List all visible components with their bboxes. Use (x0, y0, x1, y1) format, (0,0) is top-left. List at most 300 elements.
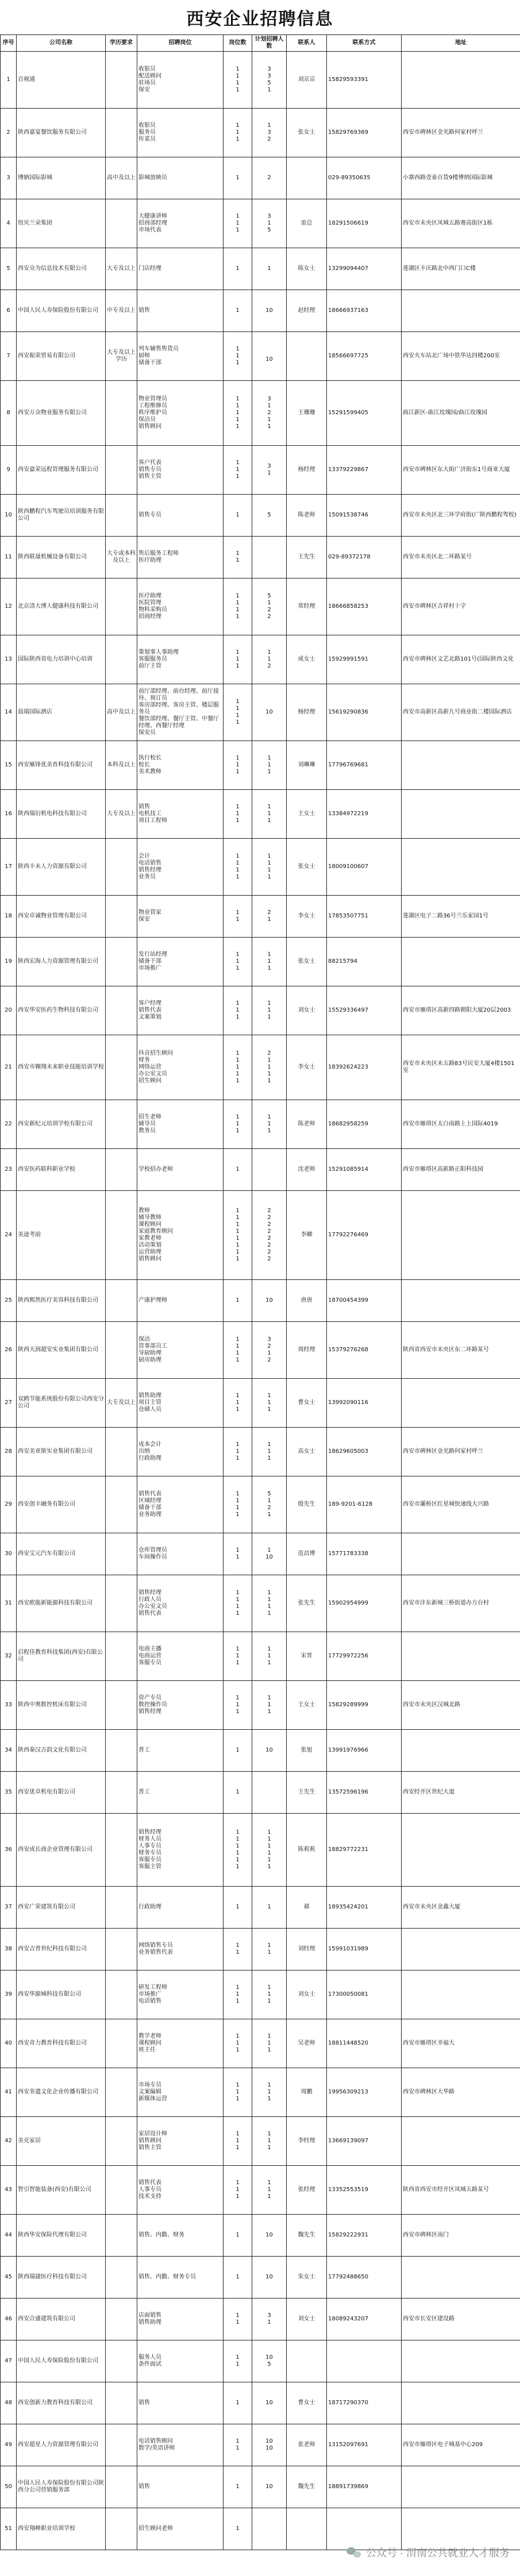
address: 西安市雁塔区高新四路朝阳大厦20层2003 (402, 986, 520, 1035)
positions: 销售专员 (137, 495, 224, 537)
contact-phone: 029-89372178 (327, 537, 402, 579)
education (106, 839, 137, 896)
row-number: 14 (1, 684, 17, 741)
contact-phone: 18891739869 (327, 2466, 402, 2508)
contact-person: 陈老师 (287, 495, 327, 537)
row-number: 15 (1, 741, 17, 790)
row-number: 9 (1, 446, 17, 495)
contact-person: 张女士 (287, 109, 327, 157)
contact-person: 张经理 (287, 2166, 327, 2215)
table-row (1, 1632, 520, 1681)
company-name: 陕西天润超安实业集团有限公司 (17, 1322, 106, 1379)
address: 西安市碑林区吉祥村十字 (402, 579, 520, 635)
address: 西安市碑林区南门 (402, 2215, 520, 2257)
row-number: 6 (1, 290, 17, 332)
education: 中专及以上 (106, 290, 137, 332)
position-count: 1 (224, 157, 252, 199)
contact-person: 王珊珊 (287, 381, 327, 446)
contact-phone: 13299094407 (327, 248, 402, 290)
planned-hires: 1 1 1 1 (252, 1575, 287, 1632)
education: 大专及以上 (106, 790, 137, 839)
company-name: 西安创丰融务有限公司 (17, 1476, 106, 1533)
position-count: 1 1 1 (224, 1428, 252, 1476)
table-header (1, 35, 520, 52)
row-number: 33 (1, 1681, 17, 1730)
positions: 市场专员 文案编辑 新媒体运营 (137, 2068, 224, 2117)
education (106, 896, 137, 938)
table-row (1, 2068, 520, 2117)
table-row (1, 2340, 520, 2382)
address: 西安市碑林区金光路何家村呼兰 (402, 1428, 520, 1476)
col-header-count: 岗位数 (224, 35, 252, 52)
education (106, 1533, 137, 1575)
contact-phone: 18717290370 (327, 2382, 402, 2424)
col-header-position: 招聘岗位 (137, 35, 224, 52)
table-row (1, 790, 520, 839)
table-row (1, 1929, 520, 1970)
address: 小寨西路壹泰百货9楼博纳国际影城 (402, 157, 520, 199)
contact-person: 王先生 (287, 537, 327, 579)
position-count: 1 1 1 (224, 741, 252, 790)
contact-phone: 17792488650 (327, 2257, 402, 2299)
positions: 电话销售顾问 数学/英语讲师 (137, 2424, 224, 2466)
contact-person: 刘琳琳 (287, 741, 327, 790)
planned-hires: 3 1 (252, 2299, 287, 2340)
address: 莲湖区电子二路36号兰乐家园1号 (402, 896, 520, 938)
position-count: 1 (224, 1149, 252, 1191)
education (106, 1035, 137, 1100)
contact-phone: 029-89350635 (327, 157, 402, 199)
table-row (1, 381, 520, 446)
contact-person (287, 2340, 327, 2382)
contact-phone: 88215794 (327, 938, 402, 986)
position-count: 1 (224, 248, 252, 290)
contact-phone: 15829769369 (327, 109, 402, 157)
page-title: 西安企业招聘信息 (186, 9, 334, 29)
contact-phone: 17796769681 (327, 741, 402, 790)
positions: 大健康讲师 招商部经理 市场代表 (137, 199, 224, 248)
address: 西安市碑林区金光路何家村呼兰 (402, 109, 520, 157)
education (106, 1887, 137, 1929)
contact-phone: 15291085914 (327, 1149, 402, 1191)
planned-hires: 1 1 1 (252, 2068, 287, 2117)
company-name: 陕西联晟机械设备有限公司 (17, 537, 106, 579)
address (402, 839, 520, 896)
contact-phone: 18392624223 (327, 1035, 402, 1100)
address (402, 1533, 520, 1575)
company-name: 西安超星人力资源管理有限公司 (17, 2424, 106, 2466)
planned-hires: 10 (252, 290, 287, 332)
position-count: 1 1 1 1 1 (224, 1035, 252, 1100)
position-count: 1 1 1 (224, 446, 252, 495)
contact-person: 陈女士 (287, 248, 327, 290)
col-header-address: 地址 (402, 35, 520, 52)
contact-phone: 15829289999 (327, 1681, 402, 1730)
company-name: 纽贝兰朵集团 (17, 199, 106, 248)
education (106, 2166, 137, 2215)
education: 本科及以上 (106, 741, 137, 790)
education (106, 2257, 137, 2299)
row-number: 39 (1, 1970, 17, 2019)
planned-hires: 1 1 1 (252, 2166, 287, 2215)
education (106, 1149, 137, 1191)
planned-hires: 5 1 2 1 (252, 1476, 287, 1533)
planned-hires: 2 (252, 157, 287, 199)
row-number: 51 (1, 2508, 17, 2550)
positions: 电商主播 电商运营 客服专员 (137, 1632, 224, 1681)
positions: 招生顾问老师 (137, 2508, 224, 2550)
company-name: 西安成长商企业管理有限公司 (17, 1814, 106, 1887)
company-name: 百视通 (17, 52, 106, 109)
position-count: 1 (224, 2466, 252, 2508)
company-name: 西安卓诚物业管理有限公司 (17, 896, 106, 938)
company-name: 西安非遗文化企业传播有限公司 (17, 2068, 106, 2117)
row-number: 37 (1, 1887, 17, 1929)
planned-hires: 1 (252, 248, 287, 290)
positions: 教学老师 课程顾问 班主任 (137, 2019, 224, 2068)
row-number: 7 (1, 332, 17, 381)
address (402, 741, 520, 790)
row-number: 41 (1, 2068, 17, 2117)
table-row (1, 839, 520, 896)
contact-phone: 17729972256 (327, 1632, 402, 1681)
row-number: 31 (1, 1575, 17, 1632)
position-count: 1 (224, 1772, 252, 1814)
education (106, 109, 137, 157)
contact-phone: 13152097691 (327, 2424, 402, 2466)
address (402, 1730, 520, 1772)
education (106, 495, 137, 537)
education (106, 635, 137, 684)
table-row (1, 2166, 520, 2215)
company-name: 中国人民人寿保险股份有限公司 (17, 2340, 106, 2382)
address (402, 2257, 520, 2299)
planned-hires: 1 1 1 (252, 1379, 287, 1428)
table-row (1, 1428, 520, 1476)
education (106, 1772, 137, 1814)
company-name: 陕西瑞捷医疗科技有限公司 (17, 2257, 106, 2299)
education (106, 1814, 137, 1887)
education (106, 1681, 137, 1730)
positions: 销售、内勤、财务专员 (137, 2257, 224, 2299)
table-row (1, 1379, 520, 1428)
company-name: 陕西宏海人力资源管理有限公司 (17, 938, 106, 986)
contact-person: 张先生 (287, 1575, 327, 1632)
company-name: 西安万众物业服务有限公司 (17, 381, 106, 446)
table-row (1, 2019, 520, 2068)
address (402, 2340, 520, 2382)
table-row (1, 1035, 520, 1100)
company-name: 西安合盛建筑有限公司 (17, 2299, 106, 2340)
address: 西安市未央区未五路83号民安大厦4楼1501室 (402, 1035, 520, 1100)
planned-hires: 1 1 1 (252, 1970, 287, 2019)
contact-person: 成女士 (287, 635, 327, 684)
position-count: 1 1 1 (224, 635, 252, 684)
company-name: 博納国际影城 (17, 157, 106, 199)
positions: 家居设计师 销售顾问 销售主管 (137, 2117, 224, 2166)
contact-person: 赵经理 (287, 290, 327, 332)
contact-phone: 13992090116 (327, 1379, 402, 1428)
positions: 销售 (137, 290, 224, 332)
address (402, 2117, 520, 2166)
company-name: 双鸥节能系统股份有限公司西安分公司 (17, 1379, 106, 1428)
row-number: 8 (1, 381, 17, 446)
address (402, 290, 520, 332)
contact-phone: 15991031989 (327, 1929, 402, 1970)
planned-hires: 1 1 1 (252, 790, 287, 839)
positions: 销售助理 项目主管 仓储人员 (137, 1379, 224, 1428)
company-name: 中国人民人寿保险股份有限公司陕西分公司营销服务部 (17, 2466, 106, 2508)
address (402, 1379, 520, 1428)
company-name: 陕西熙然医疗美容科技有限公司 (17, 1280, 106, 1322)
row-number: 19 (1, 938, 17, 986)
education (106, 2068, 137, 2117)
company-name: 西安新纪元培训学校有限公司 (17, 1100, 106, 1149)
address (402, 1632, 520, 1681)
contact-phone: 13352553519 (327, 2166, 402, 2215)
address (402, 52, 520, 109)
positions: 仓库管理员 车间操作员 (137, 1533, 224, 1575)
contact-person: 张女士 (287, 839, 327, 896)
planned-hires: 10 (252, 332, 287, 381)
contact-phone: 13572596196 (327, 1772, 402, 1814)
contact-person: 刘经理 (287, 1929, 327, 1970)
table-row (1, 1191, 520, 1280)
planned-hires: 1 (252, 1887, 287, 1929)
planned-hires: 2 2 2 2 2 2 2 2 (252, 1191, 287, 1280)
company-name: 西安雁锋优美育科技有限公司 (17, 741, 106, 790)
position-count: 1 1 (224, 896, 252, 938)
company-name: 西安美亚斯实业集团有限公司 (17, 1428, 106, 1476)
company-name: 中国人民人寿保险股份有限公司 (17, 290, 106, 332)
position-count: 1 1 1 (224, 1681, 252, 1730)
company-name: 西安医药联科职业学校 (17, 1149, 106, 1191)
education (106, 2382, 137, 2424)
table-row (1, 635, 520, 684)
address (402, 938, 520, 986)
company-name: 晨瑞国际酒店 (17, 684, 106, 741)
contact-phone: 13991976966 (327, 1730, 402, 1772)
contact-person: 刘女士 (287, 1970, 327, 2019)
table-body (1, 52, 520, 2550)
positions: 发行站经理 储备干部 市场推广 (137, 938, 224, 986)
row-number: 24 (1, 1191, 17, 1280)
table-row (1, 684, 520, 741)
positions: 店面销售 销售助理 (137, 2299, 224, 2340)
position-count: 1 1 1 (224, 790, 252, 839)
table-row (1, 938, 520, 986)
contact-phone: 15291599405 (327, 381, 402, 446)
position-count: 1 1 1 (224, 2117, 252, 2166)
row-number: 18 (1, 896, 17, 938)
row-number: 48 (1, 2382, 17, 2424)
education: 大专及以上 (106, 248, 137, 290)
contact-person: 刘女士 (287, 2299, 327, 2340)
education: 高中及以上 (106, 684, 137, 741)
education (106, 2508, 137, 2550)
education (106, 1575, 137, 1632)
watermark (346, 2545, 510, 2560)
position-count: 1 1 1 1 1 1 (224, 1814, 252, 1887)
table-row (1, 1322, 520, 1379)
contact-person: 王先生 (287, 1772, 327, 1814)
row-number: 16 (1, 790, 17, 839)
contact-phone (327, 2508, 402, 2550)
row-number: 21 (1, 1035, 17, 1100)
row-number: 40 (1, 2019, 17, 2068)
row-number: 47 (1, 2340, 17, 2382)
contact-phone: 17853507751 (327, 896, 402, 938)
col-header-no: 序号 (1, 35, 17, 52)
table-row (1, 446, 520, 495)
contact-phone: 15929991591 (327, 635, 402, 684)
company-name: 西安吉普世纪科技有限公司 (17, 1929, 106, 1970)
position-count: 1 1 1 (224, 2068, 252, 2117)
row-number: 36 (1, 1814, 17, 1887)
company-name: 国际陕西省电力培训中心培训 (17, 635, 106, 684)
planned-hires: 1 1 1 (252, 1632, 287, 1681)
contact-person: 王女士 (287, 1681, 327, 1730)
address: 西安市雁塔区电子城基中心209 (402, 2424, 520, 2466)
contact-person: 杨经理 (287, 684, 327, 741)
address: 西安市未央区北二环路某号 (402, 537, 520, 579)
positions: 行政助理 (137, 1887, 224, 1929)
positions: 售后服务工程师 医疗助理 (137, 537, 224, 579)
positions: 销售代表 人事专员 技术支持 (137, 2166, 224, 2215)
contact-person: 周经理 (287, 1322, 327, 1379)
education (106, 1476, 137, 1533)
address: 西安火车站北广场中铁华达四楼200室 (402, 332, 520, 381)
education (106, 2424, 137, 2466)
company-name: 陕西瑞衍机电科技有限公司 (17, 790, 106, 839)
positions: 物业管家 保安 (137, 896, 224, 938)
education (106, 52, 137, 109)
contact-phone: 13379229867 (327, 446, 402, 495)
wechat-icon (346, 2547, 361, 2558)
contact-phone: 13669139097 (327, 2117, 402, 2166)
table-row (1, 1814, 520, 1887)
position-count: 1 (224, 1887, 252, 1929)
address: 西安市碑林区东大街广济街东1号商亚大厦 (402, 446, 520, 495)
company-name: 西安广荣建筑有限公司 (17, 1887, 106, 1929)
company-name: 陕西鹏程汽车驾驶员培训服务有限公司 (17, 495, 106, 537)
planned-hires: 2 1 1 1 1 (252, 1035, 287, 1100)
row-number: 13 (1, 635, 17, 684)
table-row (1, 52, 520, 109)
education (106, 1632, 137, 1681)
planned-hires: 1 1 1 (252, 2019, 287, 2068)
row-number: 22 (1, 1100, 17, 1149)
contact-phone: 18811448520 (327, 2019, 402, 2068)
contact-phone: 15529336497 (327, 986, 402, 1035)
address: 西安市长安区建设路 (402, 2299, 520, 2340)
contact-person: 王女士 (287, 790, 327, 839)
contact-person: 范昌博 (287, 1533, 327, 1575)
table-row (1, 579, 520, 635)
education (106, 2019, 137, 2068)
planned-hires: 1 1 1 (252, 1100, 287, 1149)
contact-person (287, 332, 327, 381)
position-count: 1 1 1 1 (224, 1322, 252, 1379)
company-name: 陕西华安保险代理有限公司 (17, 2215, 106, 2257)
row-number: 44 (1, 2215, 17, 2257)
positions: 会计 电话销售 销售经理 业务员 (137, 839, 224, 896)
contact-person: 朱女士 (287, 2257, 327, 2299)
contact-person: 唐唐 (287, 1280, 327, 1322)
positions: 普工 (137, 1730, 224, 1772)
positions: 教师 辅导教师 课程顾问 家庭教育顾问 家教老师 活动策划 运营助理 销售顾问 (137, 1191, 224, 1280)
col-header-plan: 计划招聘人数 (252, 35, 287, 52)
education (106, 1970, 137, 2019)
row-number: 46 (1, 2299, 17, 2340)
planned-hires: 5 1 2 2 (252, 579, 287, 635)
education (106, 938, 137, 986)
education (106, 1100, 137, 1149)
row-number: 50 (1, 2466, 17, 2508)
table-row (1, 741, 520, 790)
address: 西安市碑林区大华路 (402, 2068, 520, 2117)
planned-hires (252, 1772, 287, 1814)
education (106, 2117, 137, 2166)
positions: 收银员 服务员 传菜员 (137, 109, 224, 157)
row-number: 4 (1, 199, 17, 248)
contact-person: 高女士 (287, 1428, 327, 1476)
position-count: 1 (224, 2382, 252, 2424)
planned-hires: 3 2 1 2 (252, 1322, 287, 1379)
positions: 门店经理 (137, 248, 224, 290)
position-count: 1 (224, 1280, 252, 1322)
positions: 执行校长 校长 美术教师 (137, 741, 224, 790)
table-row (1, 1970, 520, 2019)
planned-hires: 10 (252, 2215, 287, 2257)
contact-person: 李女士 (287, 896, 327, 938)
planned-hires: 3 3 5 1 (252, 52, 287, 109)
planned-hires: 10 (252, 2466, 287, 2508)
position-count: 1 1 1 (224, 109, 252, 157)
company-name: 西安奇力教育科技有限公司 (17, 2019, 106, 2068)
positions: 影城放映员 (137, 157, 224, 199)
education (106, 2466, 137, 2508)
positions: 销售 (137, 2382, 224, 2424)
company-name: 西安华源城科技有限公司 (17, 1970, 106, 2019)
address (402, 1191, 520, 1280)
contact-person: 殷先生 (287, 1476, 327, 1533)
positions: 资产专员 数控操作员 销售经理 (137, 1681, 224, 1730)
planned-hires: 1 1 1 (252, 1681, 287, 1730)
position-count: 1 1 1 1 (224, 52, 252, 109)
positions: 客户代表 销售专员 销售主管 (137, 446, 224, 495)
positions: 物业管理员 工程维修员 秩序维护员 保洁员 销售顾问 (137, 381, 224, 446)
planned-hires: 3 1 (252, 446, 287, 495)
positions: 销售、内勤、财务 (137, 2215, 224, 2257)
positions: 保洁 管事部员工 导厨助理 厨房助理 (137, 1322, 224, 1379)
positions: 客户经理 销售代表 文案策划 (137, 986, 224, 1035)
contact-person: 曹女士 (287, 1379, 327, 1428)
row-number: 5 (1, 248, 17, 290)
contact-person: 魏先生 (287, 2466, 327, 2508)
contact-phone: 189-9201-6128 (327, 1476, 402, 1533)
table-row (1, 1280, 520, 1322)
watermark-text: 公众号 · 渭南公共就业人才服务 (366, 2547, 510, 2559)
education (106, 986, 137, 1035)
education (106, 1929, 137, 1970)
address: 莲湖区丰庆路北中西门口C楼 (402, 248, 520, 290)
contact-person (287, 157, 327, 199)
contact-person: 周鹏 (287, 2068, 327, 2117)
address: 西安市未央区凤城五路赛高街区1栋 (402, 199, 520, 248)
position-count: 1 1 1 (224, 1632, 252, 1681)
education (106, 2340, 137, 2382)
